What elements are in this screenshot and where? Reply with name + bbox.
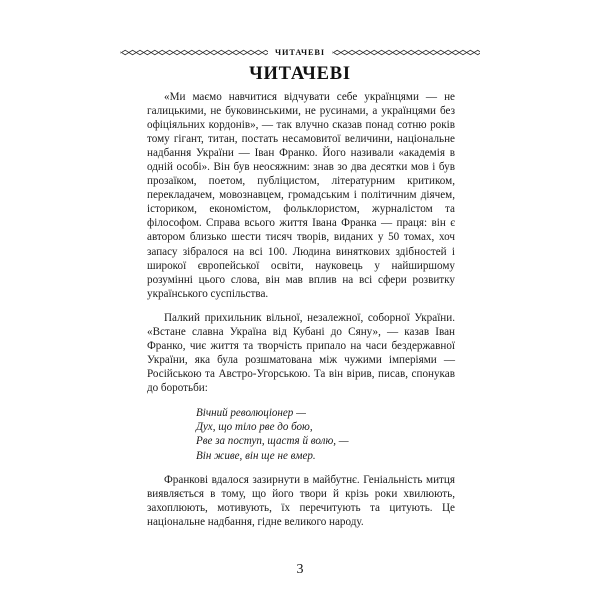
running-head-title: ЧИТАЧЕВІ [275,47,325,57]
verse-line: Дух, що тіло рве до бою, [196,421,313,434]
chain-ornament-left-icon [120,48,268,57]
body-text-column [147,90,455,529]
page-number: 3 [296,562,304,577]
verse-block [147,406,455,463]
verse-line: Він живе, він ще не вмер. [196,449,316,462]
running-head [120,44,480,60]
paragraph: Палкий прихильник вільної, незалежної, соборної України. «Встане славна Україна від Кубані до Сяну», — казав Іван Франко, чиє життя та творчість припало на часи бездержавної України, яка була розшматована між чужими імперіями — Російською та Австро-Угорською. Та він вірив, писав, спонукав до боротьби: [147,311,455,394]
chapter-title: ЧИТАЧЕВІ [249,64,351,84]
paragraph: «Ми маємо навчитися відчувати себе українцями — не галицькими, не буковинськими, не русинами, а українцями без офіціяльних кордонів», — так влучно сказав понад сотню років тому гігант, титан, постать несамовитої величини, національне надбання України — Іван Франко. Його називали «академія в одній особі». Він був неосяжним: знав зо два десятки мов і був прозаїком, поетом, публіцистом, літературним критиком, перекладачем, мовознавцем, громадським і політичним діячем, істориком, економістом, фольклористом, журналістом та філософом. Справа всього життя Івана Франка — праця: він є автором близько шести тисяч творів, виданих у 50 томах, хоч запасу зібралося на всі 100. Людина виняткових здібностей і широкої європейської освіти, науковець у найширшому розумінні цього слова, він мав вплив на всі сфери розвитку українського суспільства. [147,91,455,300]
verse-line: Вічний революціонер — [196,406,306,419]
paragraph: Франкові вдалося зазирнути в майбутнє. Геніальність митця виявляється в тому, що його твори й крізь роки хвилюють, захоплюють, мотивують, їх перечитують та цитують. Це національне надбання, гідне великого народу. [147,473,455,528]
verse-line: Рве за поступ, щастя й волю, — [196,435,349,448]
chain-ornament-right-icon [332,48,480,57]
